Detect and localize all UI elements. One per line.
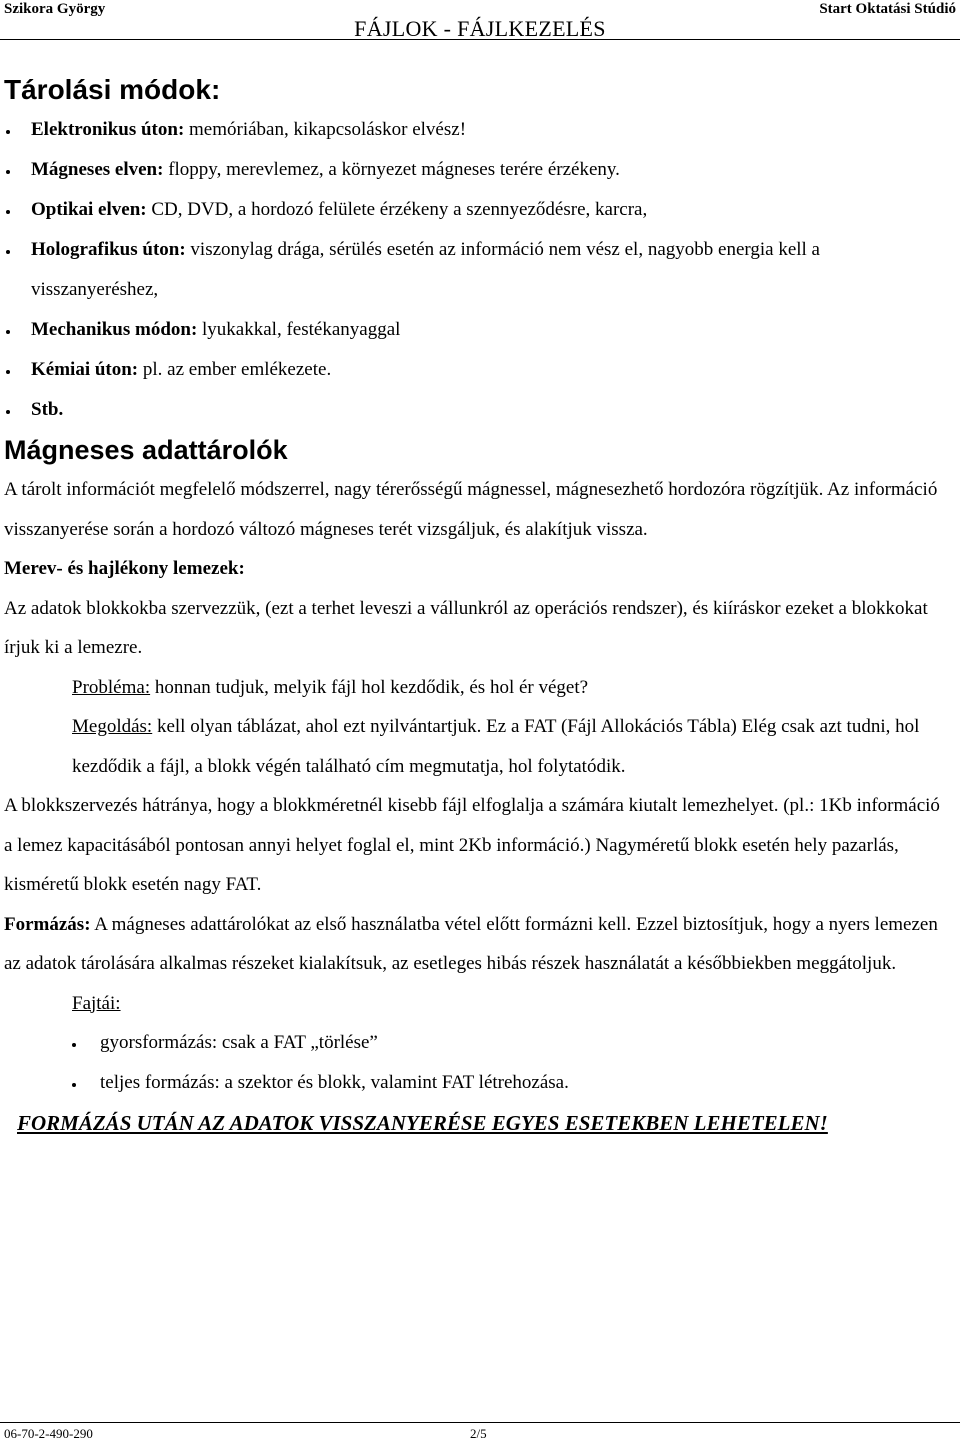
header-divider bbox=[0, 39, 960, 40]
types-label: Fajtái: bbox=[72, 992, 121, 1014]
list-item: Holografikus úton: viszonylag drága, sérülés esetén az információ nem vész el, nagyobb energia kell a visszanyeréshez, bbox=[4, 230, 944, 310]
magnetic-storage-heading: Mágneses adattárolók bbox=[4, 435, 288, 465]
solution-paragraph: Megoldás: kell olyan táblázat, ahol ezt nyilvántartjuk. Ez a FAT (Fájl Allokációs Tábla) Elég csak azt tudni, hol kezdődik a fájl, a blokk végén található cím megmutatja, hol folytatódik. bbox=[72, 716, 920, 777]
header-author: Szikora György bbox=[4, 1, 106, 17]
list-item: teljes formázás: a szektor és blokk, valamint FAT létrehozása. bbox=[4, 1063, 944, 1103]
list-item: gyorsformázás: csak a FAT „törlése” bbox=[4, 1023, 944, 1063]
problem-paragraph: Probléma: honnan tudjuk, melyik fájl hol kezdődik, és hol ér véget? bbox=[72, 676, 589, 698]
list-item: Kémiai úton: pl. az ember emlékezete. bbox=[4, 350, 944, 390]
list-item: Optikai elven: CD, DVD, a hordozó felülete érzékeny a szennyeződésre, karcra, bbox=[4, 190, 944, 230]
format-types-list bbox=[4, 1023, 944, 1103]
footer-page-number: 2/5 bbox=[470, 1426, 487, 1441]
blocks-paragraph: Az adatok blokkokba szervezzük, (ezt a terhet leveszi a vállunkról az operációs rendszer), és kiíráskor ezeket a blokkokat írjuk ki a lemezre. bbox=[4, 597, 928, 658]
disks-subheading: Merev- és hajlékony lemezek: bbox=[4, 558, 245, 579]
storage-modes-list bbox=[4, 110, 944, 430]
format-label: Formázás: bbox=[4, 913, 91, 935]
list-item: Mechanikus módon: lyukakkal, festékanyaggal bbox=[4, 310, 944, 350]
header-company: Start Oktatási Stúdió bbox=[819, 1, 956, 17]
format-paragraph: Formázás: A mágneses adattárolókat az első használatba vétel előtt formázni kell. Ezzel biztosítjuk, hogy a nyers lemezen az adatok tárolására alkalmas részeket kialakítsuk, az esetleges hibás részek használatát a későbbiekben meggátoljuk. bbox=[4, 913, 938, 974]
list-item: Stb. bbox=[4, 390, 944, 430]
list-item: Elektronikus úton: memóriában, kikapcsoláskor elvész! bbox=[4, 110, 944, 150]
footer-phone: 06-70-2-490-290 bbox=[4, 1426, 93, 1441]
warning-text: FORMÁZÁS UTÁN AZ ADATOK VISSZANYERÉSE EGYES ESETEKBEN LEHETELEN! bbox=[17, 1111, 828, 1135]
magnetic-intro-paragraph: A tárolt információt megfelelő módszerrel, nagy térerősségű mágnessel, mágnesezhető hordozóra rögzítjük. Az információ visszanyerése során a hordozó változó mágneses terét vizsgáljuk, és alakítjuk vissza. bbox=[4, 479, 938, 540]
header-title: FÁJLOK - FÁJLKEZELÉS bbox=[354, 16, 606, 41]
problem-label: Probléma: bbox=[72, 676, 151, 698]
disadvantage-paragraph: A blokkszervezés hátránya, hogy a blokkméretnél kisebb fájl elfoglalja a számára kiutalt lemezhelyet. (pl.: 1Kb információ a lemez kapacitásából pontosan annyi helyet foglal el, mint 2Kb információ.) Nagyméretű blokk esetén hely pazarlás, kisméretű blokk esetén nagy FAT. bbox=[4, 795, 940, 895]
list-item: Mágneses elven: floppy, merevlemez, a környezet mágneses terére érzékeny. bbox=[4, 150, 944, 190]
storage-modes-heading: Tárolási módok: bbox=[4, 74, 221, 105]
page-content bbox=[4, 70, 944, 1143]
solution-label: Megoldás: bbox=[72, 716, 153, 737]
footer-divider bbox=[0, 1422, 960, 1423]
